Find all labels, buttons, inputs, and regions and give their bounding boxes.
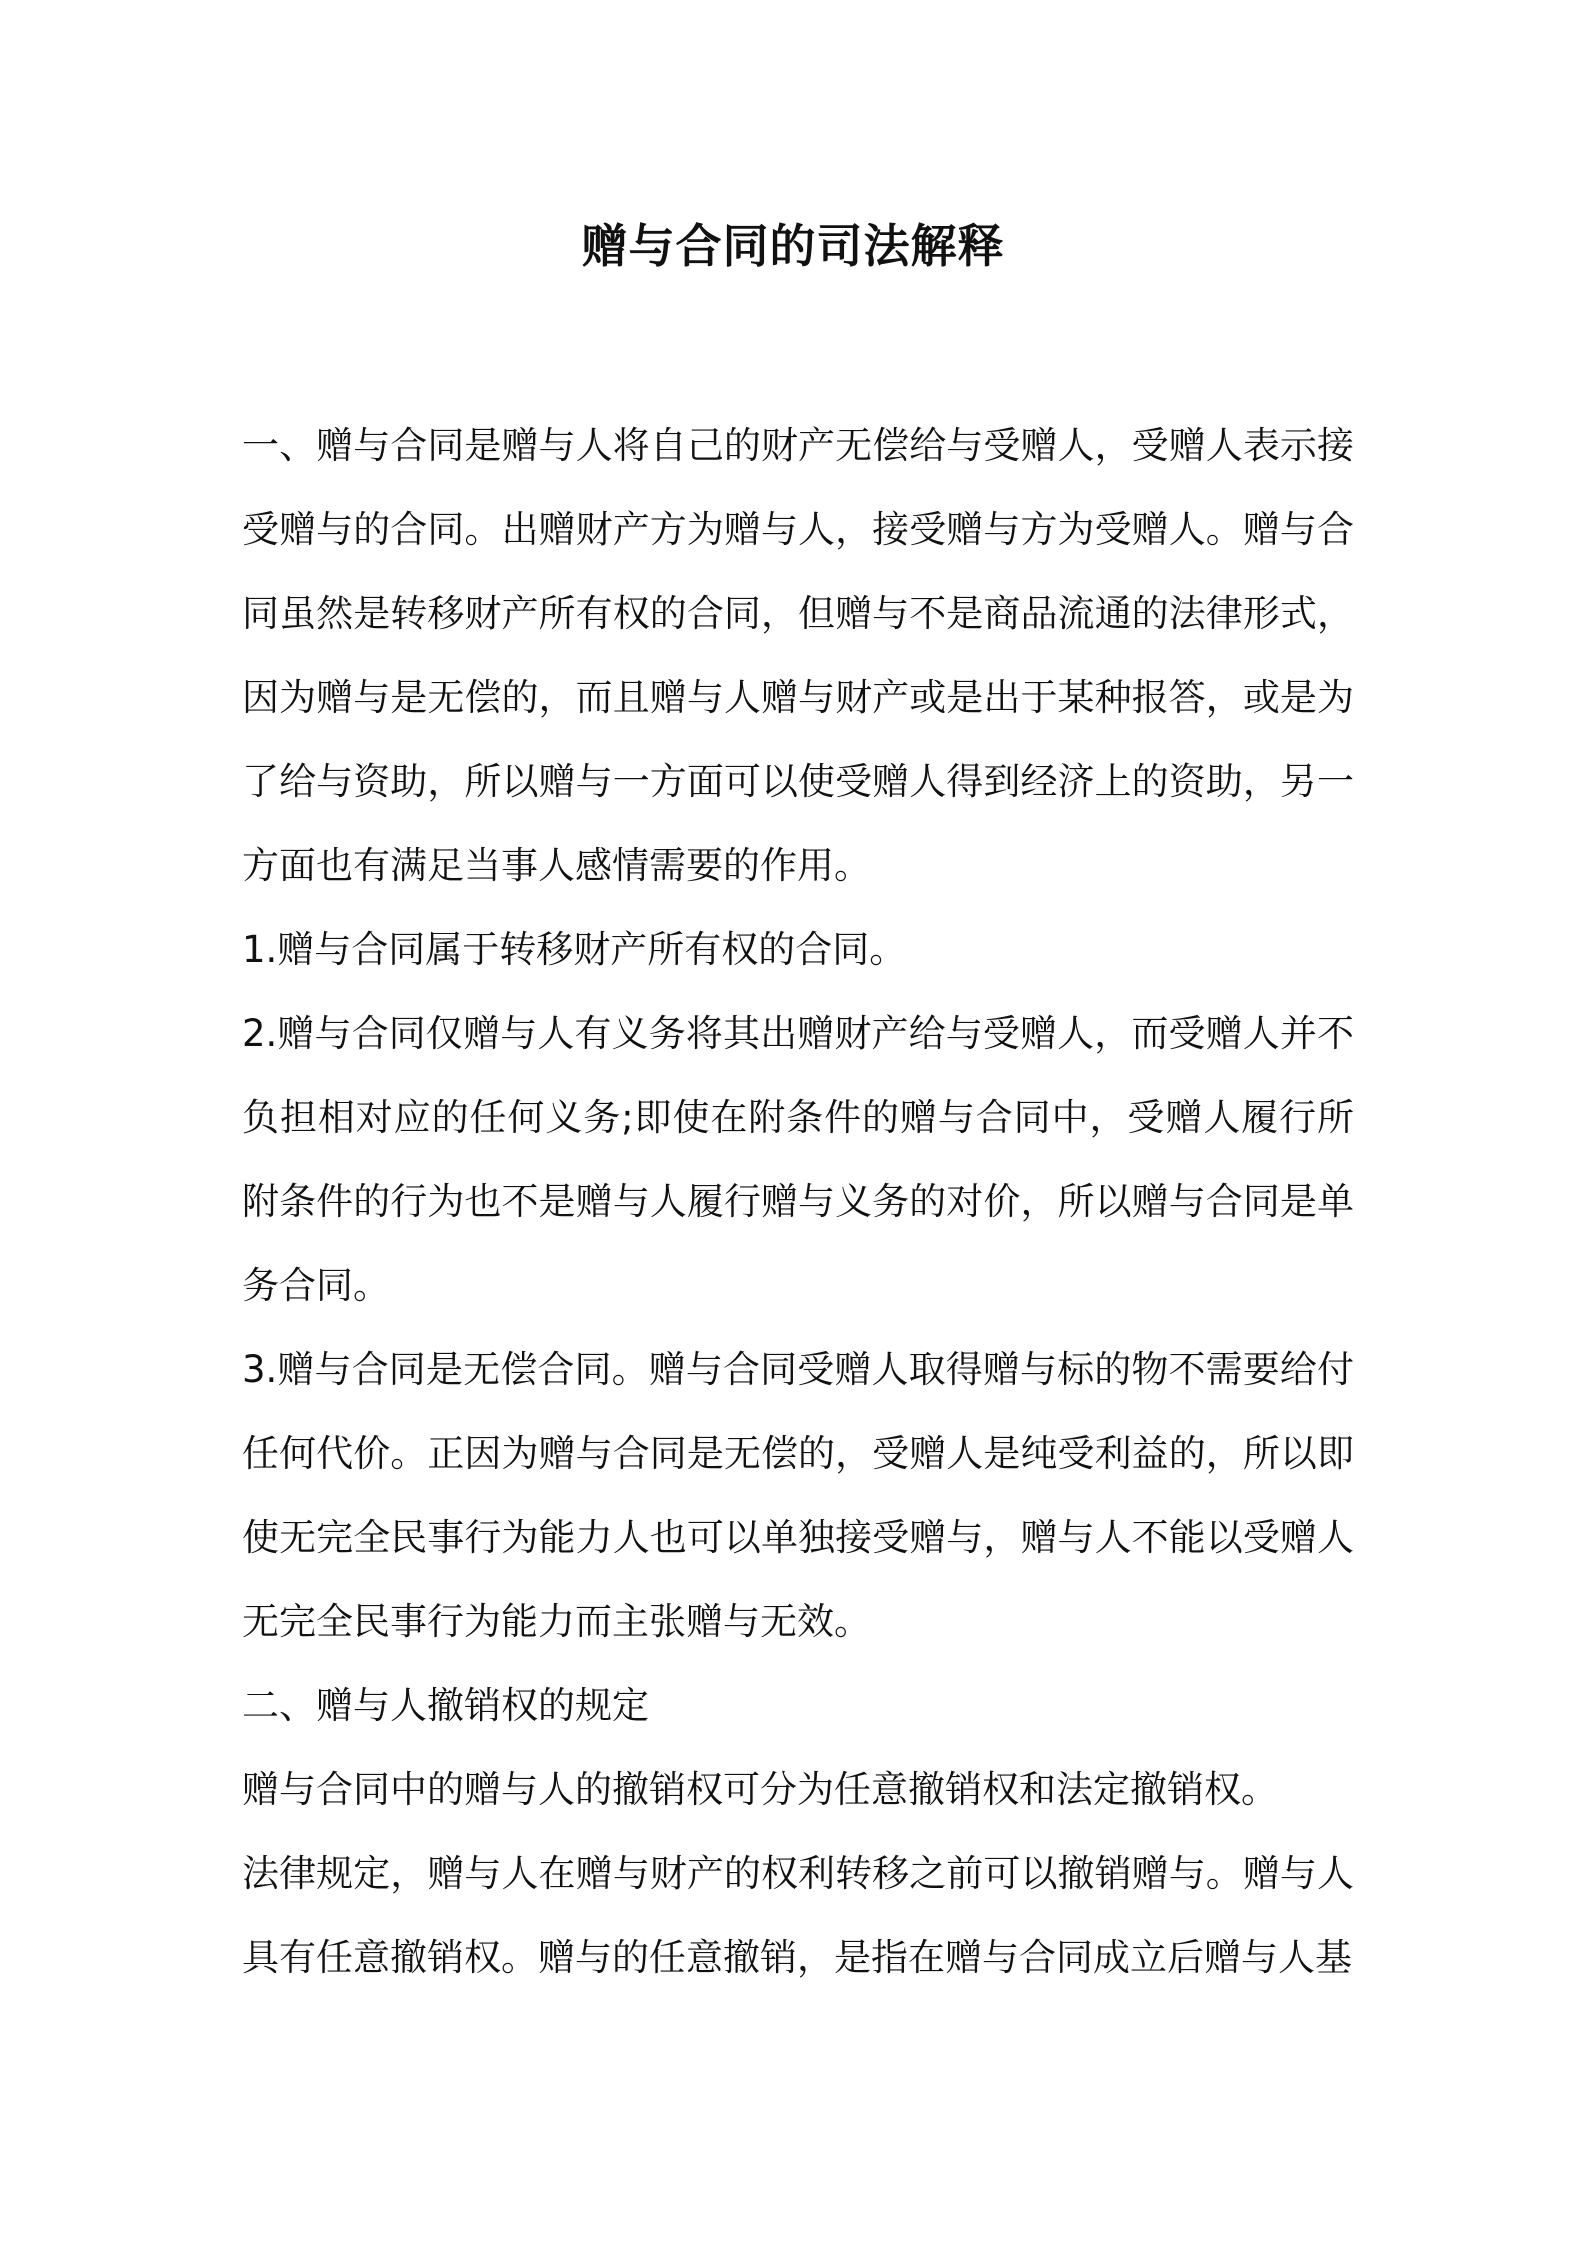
paragraph-revocation-law: 法律规定，赠与人在赠与财产的权利转移之前可以撤销赠与。赠与人具有任意撤销权。赠与的任意撤销，是指在赠与合同成立后赠与人基: [242, 1852, 1354, 1979]
paragraph-point-1: 1.赠与合同属于转移财产所有权的合同。: [242, 928, 907, 971]
paragraph-revocation-types: 赠与合同中的赠与人的撤销权可分为任意撤销权和法定撤销权。: [242, 1768, 1278, 1811]
paragraph-point-3: 3.赠与合同是无偿合同。赠与合同受赠人取得赠与标的物不需要给付任何代价。正因为赠与合同是无偿的，受赠人是纯受利益的，所以即使无完全民事行为能力人也可以单独接受赠与，赠与人不能以受赠人无完全民事行为能力而主张赠与无效。: [242, 1348, 1354, 1643]
document-title: 赠与合同的司法解释: [581, 219, 1005, 273]
section-heading-revocation: 二、赠与人撤销权的规定: [242, 1684, 649, 1727]
paragraph-point-2: 2.赠与合同仅赠与人有义务将其出赠财产给与受赠人，而受赠人并不负担相对应的任何义务;即使在附条件的赠与合同中，受赠人履行所附条件的行为也不是赠与人履行赠与义务的对价，所以赠与合同是单务合同。: [242, 1012, 1354, 1307]
document-body: [242, 404, 1354, 2000]
paragraph-intro: 一、赠与合同是赠与人将自己的财产无偿给与受赠人，受赠人表示接受赠与的合同。出赠财产方为赠与人，接受赠与方为受赠人。赠与合同虽然是转移财产所有权的合同，但赠与不是商品流通的法律形式，因为赠与是无偿的，而且赠与人赠与财产或是出于某种报答，或是为了给与资助，所以赠与一方面可以使受赠人得到经济上的资助，另一方面也有满足当事人感情需要的作用。: [242, 424, 1354, 887]
